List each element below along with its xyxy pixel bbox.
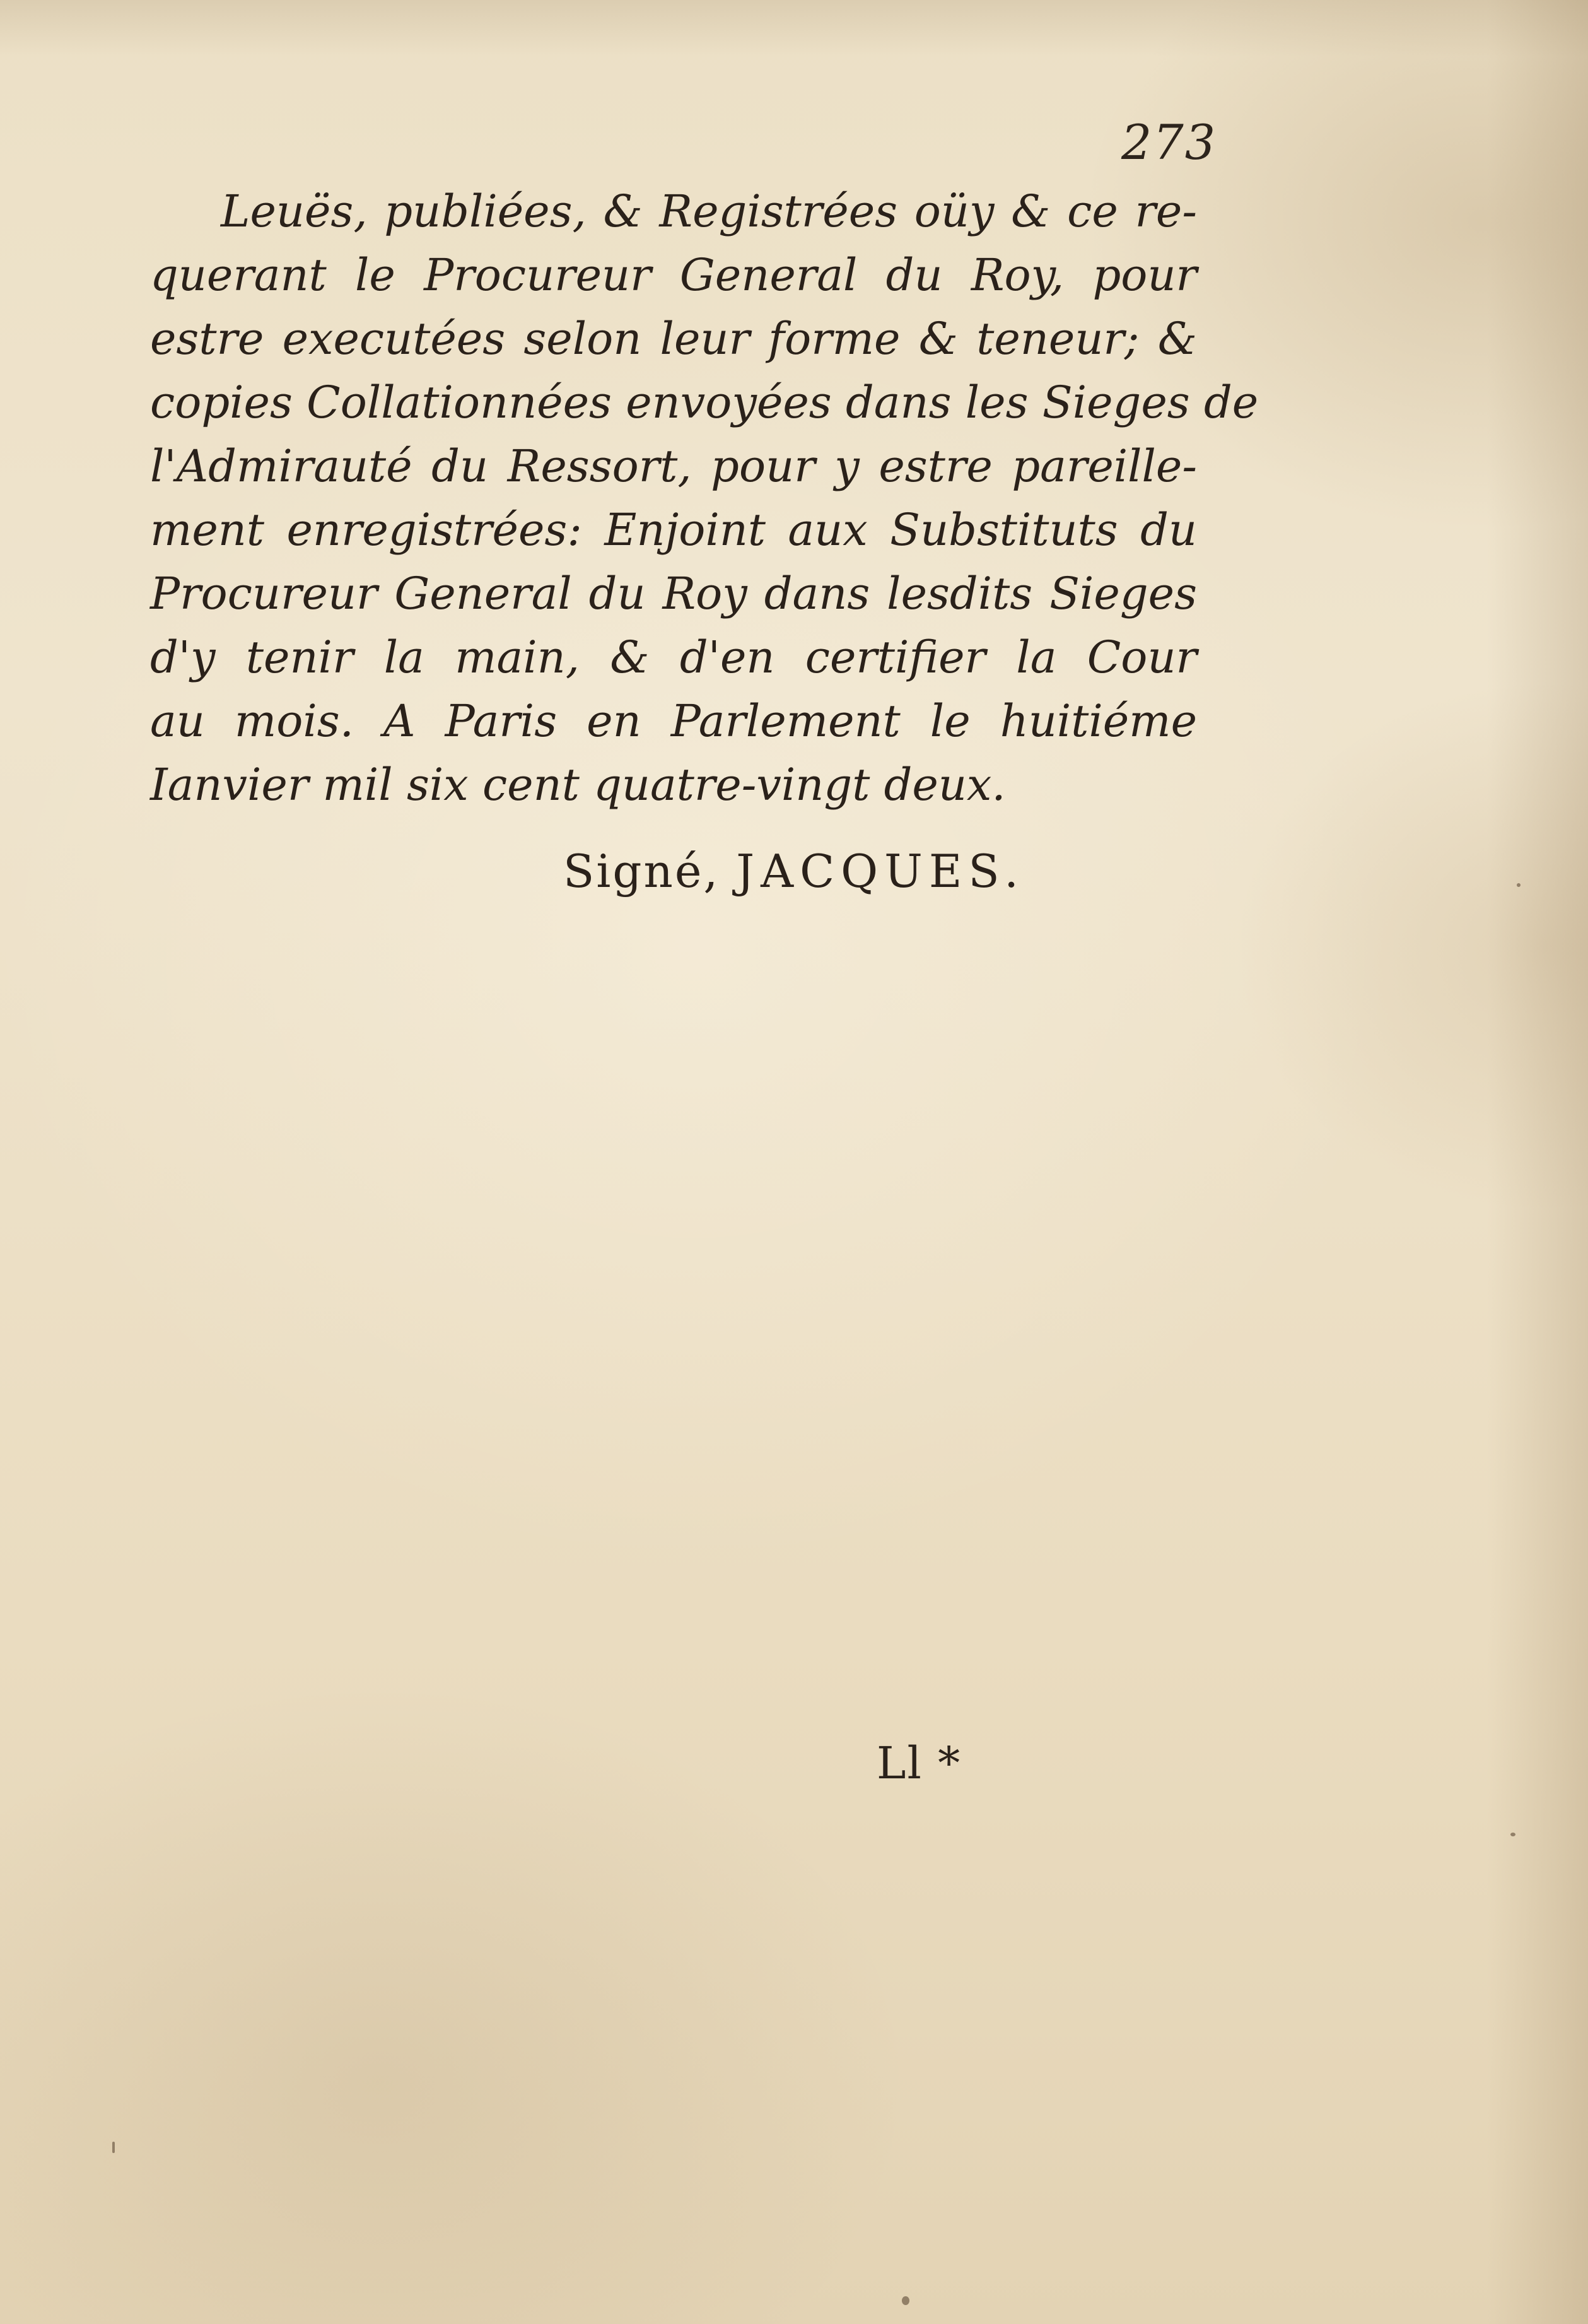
ink-speck (1510, 1833, 1515, 1836)
text-line: ment enregistrées: Enjoint aux Substituts du (150, 504, 1197, 556)
text-line: l'Admirauté du Ressort, pour y estre pareille- (150, 440, 1197, 492)
signature-line (563, 845, 1025, 898)
ink-speck (902, 2296, 909, 2305)
text-line: querant le Procureur General du Roy, pour (150, 249, 1197, 301)
page-top-shading (0, 0, 1588, 57)
ink-speck (1517, 883, 1521, 887)
text-line: estre executées selon leur forme & teneur; & (150, 313, 1197, 365)
ink-speck (112, 2142, 115, 2153)
page-number: 273 (1121, 114, 1217, 170)
text-line: Leuës, publiées, & Registrées oüy & ce re- (221, 185, 1197, 237)
page-edge-shading (1487, 0, 1588, 2324)
text-line: copies Collationnées envoyées dans les Sieges de (150, 377, 1259, 428)
text-line: Procureur General du Roy dans lesdits Sieges (150, 568, 1197, 619)
signatory-name: JACQUES. (736, 845, 1025, 898)
decree-paragraph (150, 180, 1259, 817)
text-line: d'y tenir la main, & d'en certifier la Cour (150, 631, 1197, 683)
text-line: au mois. A Paris en Parlement le huitiéme (150, 695, 1197, 747)
text-line: Ianvier mil six cent quatre-vingt deux. (150, 759, 1006, 811)
signature-prefix: Signé, (563, 845, 720, 898)
catchword-signature-mark: Ll * (877, 1737, 962, 1789)
